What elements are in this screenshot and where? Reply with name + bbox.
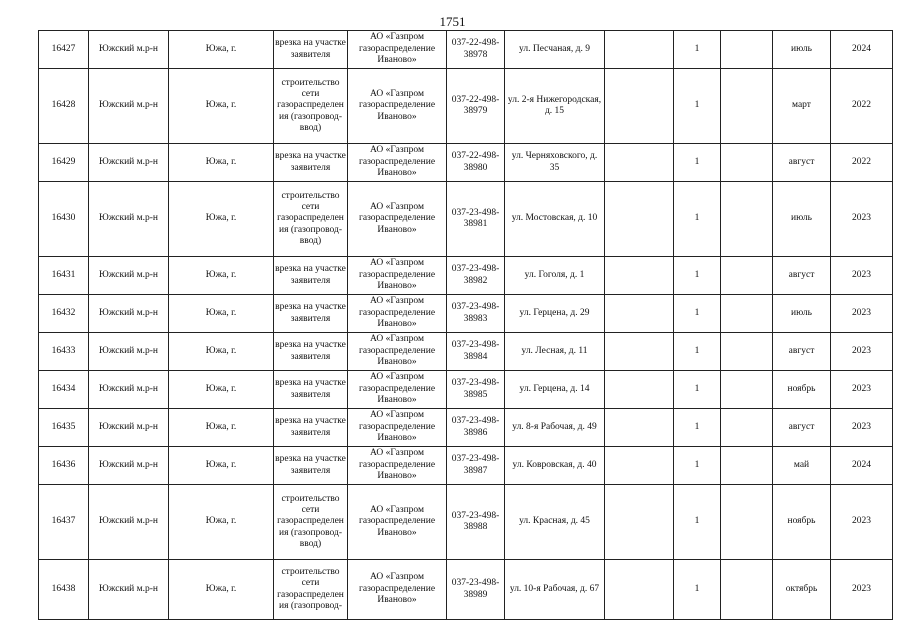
work-type-cell: врезка на участке заявителя <box>274 333 348 371</box>
address-cell: ул. Черняховского, д. 35 <box>505 144 605 182</box>
row-id-cell: 16438 <box>39 560 89 620</box>
year-cell: 2024 <box>831 447 893 485</box>
empty-cell <box>721 31 773 69</box>
address-cell: ул. 8-я Рабочая, д. 49 <box>505 409 605 447</box>
count-cell: 1 <box>674 69 721 144</box>
empty-cell <box>721 333 773 371</box>
year-cell: 2022 <box>831 144 893 182</box>
organization-cell: АО «Газпром газораспределение Иваново» <box>348 144 447 182</box>
empty-cell <box>605 485 674 560</box>
year-cell: 2023 <box>831 333 893 371</box>
organization-cell: АО «Газпром газораспределение Иваново» <box>348 69 447 144</box>
year-cell: 2023 <box>831 257 893 295</box>
object-code-cell: 037-23-498-38985 <box>447 371 505 409</box>
row-id-cell: 16431 <box>39 257 89 295</box>
organization-cell: АО «Газпром газораспределение Иваново» <box>348 371 447 409</box>
address-cell: ул. 2-я Нижегородская, д. 15 <box>505 69 605 144</box>
district-cell: Южский м.р-н <box>89 69 169 144</box>
table-row <box>39 31 893 69</box>
month-cell: август <box>773 257 831 295</box>
address-cell: ул. 10-я Рабочая, д. 67 <box>505 560 605 620</box>
district-cell: Южский м.р-н <box>89 295 169 333</box>
locality-cell: Южа, г. <box>169 257 274 295</box>
locality-cell: Южа, г. <box>169 69 274 144</box>
month-cell: июль <box>773 182 831 257</box>
count-cell: 1 <box>674 295 721 333</box>
district-cell: Южский м.р-н <box>89 31 169 69</box>
object-code-cell: 037-22-498-38980 <box>447 144 505 182</box>
district-cell: Южский м.р-н <box>89 257 169 295</box>
address-cell: ул. Песчаная, д. 9 <box>505 31 605 69</box>
empty-cell <box>605 69 674 144</box>
month-cell: ноябрь <box>773 371 831 409</box>
count-cell: 1 <box>674 182 721 257</box>
organization-cell: АО «Газпром газораспределение Иваново» <box>348 447 447 485</box>
count-cell: 1 <box>674 447 721 485</box>
table-row <box>39 447 893 485</box>
empty-cell <box>605 333 674 371</box>
locality-cell: Южа, г. <box>169 371 274 409</box>
district-cell: Южский м.р-н <box>89 144 169 182</box>
table-row <box>39 485 893 560</box>
object-code-cell: 037-23-498-38981 <box>447 182 505 257</box>
count-cell: 1 <box>674 371 721 409</box>
row-id-cell: 16427 <box>39 31 89 69</box>
work-type-cell: врезка на участке заявителя <box>274 295 348 333</box>
address-cell: ул. Герцена, д. 14 <box>505 371 605 409</box>
locality-cell: Южа, г. <box>169 144 274 182</box>
empty-cell <box>721 371 773 409</box>
empty-cell <box>721 485 773 560</box>
empty-cell <box>721 447 773 485</box>
month-cell: март <box>773 69 831 144</box>
count-cell: 1 <box>674 333 721 371</box>
address-cell: ул. Лесная, д. 11 <box>505 333 605 371</box>
empty-cell <box>605 257 674 295</box>
locality-cell: Южа, г. <box>169 182 274 257</box>
address-cell: ул. Герцена, д. 29 <box>505 295 605 333</box>
month-cell: май <box>773 447 831 485</box>
year-cell: 2024 <box>831 31 893 69</box>
table-row <box>39 409 893 447</box>
organization-cell: АО «Газпром газораспределение Иваново» <box>348 333 447 371</box>
row-id-cell: 16433 <box>39 333 89 371</box>
address-cell: ул. Ковровская, д. 40 <box>505 447 605 485</box>
locality-cell: Южа, г. <box>169 295 274 333</box>
row-id-cell: 16429 <box>39 144 89 182</box>
gas-connection-table <box>38 30 893 620</box>
district-cell: Южский м.р-н <box>89 333 169 371</box>
table-row <box>39 333 893 371</box>
row-id-cell: 16436 <box>39 447 89 485</box>
locality-cell: Южа, г. <box>169 485 274 560</box>
object-code-cell: 037-23-498-38983 <box>447 295 505 333</box>
count-cell: 1 <box>674 560 721 620</box>
district-cell: Южский м.р-н <box>89 409 169 447</box>
year-cell: 2023 <box>831 409 893 447</box>
row-id-cell: 16434 <box>39 371 89 409</box>
empty-cell <box>721 257 773 295</box>
count-cell: 1 <box>674 31 721 69</box>
count-cell: 1 <box>674 144 721 182</box>
table-row <box>39 560 893 620</box>
district-cell: Южский м.р-н <box>89 447 169 485</box>
month-cell: июль <box>773 295 831 333</box>
table-row <box>39 371 893 409</box>
district-cell: Южский м.р-н <box>89 371 169 409</box>
work-type-cell: строительство сети газораспределения (газопровод-ввод) <box>274 69 348 144</box>
empty-cell <box>605 31 674 69</box>
empty-cell <box>721 560 773 620</box>
organization-cell: АО «Газпром газораспределение Иваново» <box>348 485 447 560</box>
work-type-cell: врезка на участке заявителя <box>274 144 348 182</box>
year-cell: 2023 <box>831 560 893 620</box>
empty-cell <box>721 182 773 257</box>
work-type-cell: врезка на участке заявителя <box>274 257 348 295</box>
work-type-cell: врезка на участке заявителя <box>274 409 348 447</box>
month-cell: июль <box>773 31 831 69</box>
empty-cell <box>605 560 674 620</box>
organization-cell: АО «Газпром газораспределение Иваново» <box>348 295 447 333</box>
work-type-cell: врезка на участке заявителя <box>274 447 348 485</box>
count-cell: 1 <box>674 485 721 560</box>
row-id-cell: 16435 <box>39 409 89 447</box>
address-cell: ул. Гоголя, д. 1 <box>505 257 605 295</box>
district-cell: Южский м.р-н <box>89 485 169 560</box>
empty-cell <box>605 409 674 447</box>
row-id-cell: 16432 <box>39 295 89 333</box>
object-code-cell: 037-23-498-38984 <box>447 333 505 371</box>
work-type-cell: строительство сети газораспределения (газопровод- <box>274 560 348 620</box>
month-cell: ноябрь <box>773 485 831 560</box>
work-type-cell: строительство сети газораспределения (газопровод-ввод) <box>274 182 348 257</box>
count-cell: 1 <box>674 409 721 447</box>
empty-cell <box>721 295 773 333</box>
organization-cell: АО «Газпром газораспределение Иваново» <box>348 31 447 69</box>
work-type-cell: врезка на участке заявителя <box>274 371 348 409</box>
empty-cell <box>605 371 674 409</box>
object-code-cell: 037-23-498-38982 <box>447 257 505 295</box>
empty-cell <box>605 144 674 182</box>
organization-cell: АО «Газпром газораспределение Иваново» <box>348 409 447 447</box>
address-cell: ул. Красная, д. 45 <box>505 485 605 560</box>
month-cell: август <box>773 409 831 447</box>
locality-cell: Южа, г. <box>169 560 274 620</box>
locality-cell: Южа, г. <box>169 409 274 447</box>
object-code-cell: 037-23-498-38988 <box>447 485 505 560</box>
count-cell: 1 <box>674 257 721 295</box>
district-cell: Южский м.р-н <box>89 560 169 620</box>
locality-cell: Южа, г. <box>169 31 274 69</box>
table-row <box>39 144 893 182</box>
organization-cell: АО «Газпром газораспределение Иваново» <box>348 560 447 620</box>
object-code-cell: 037-23-498-38989 <box>447 560 505 620</box>
year-cell: 2023 <box>831 485 893 560</box>
month-cell: август <box>773 144 831 182</box>
table-row <box>39 182 893 257</box>
object-code-cell: 037-22-498-38979 <box>447 69 505 144</box>
empty-cell <box>721 144 773 182</box>
year-cell: 2023 <box>831 295 893 333</box>
empty-cell <box>721 409 773 447</box>
year-cell: 2023 <box>831 182 893 257</box>
table-row <box>39 295 893 333</box>
object-code-cell: 037-23-498-38987 <box>447 447 505 485</box>
empty-cell <box>721 69 773 144</box>
work-type-cell: врезка на участке заявителя <box>274 31 348 69</box>
empty-cell <box>605 295 674 333</box>
empty-cell <box>605 447 674 485</box>
row-id-cell: 16437 <box>39 485 89 560</box>
object-code-cell: 037-23-498-38986 <box>447 409 505 447</box>
district-cell: Южский м.р-н <box>89 182 169 257</box>
page-number: 1751 <box>439 14 466 29</box>
table-row <box>39 69 893 144</box>
locality-cell: Южа, г. <box>169 333 274 371</box>
row-id-cell: 16430 <box>39 182 89 257</box>
address-cell: ул. Мостовская, д. 10 <box>505 182 605 257</box>
work-type-cell: строительство сети газораспределения (газопровод-ввод) <box>274 485 348 560</box>
locality-cell: Южа, г. <box>169 447 274 485</box>
year-cell: 2023 <box>831 371 893 409</box>
row-id-cell: 16428 <box>39 69 89 144</box>
organization-cell: АО «Газпром газораспределение Иваново» <box>348 182 447 257</box>
organization-cell: АО «Газпром газораспределение Иваново» <box>348 257 447 295</box>
empty-cell <box>605 182 674 257</box>
object-code-cell: 037-22-498-38978 <box>447 31 505 69</box>
table-row <box>39 257 893 295</box>
month-cell: август <box>773 333 831 371</box>
month-cell: октябрь <box>773 560 831 620</box>
year-cell: 2022 <box>831 69 893 144</box>
